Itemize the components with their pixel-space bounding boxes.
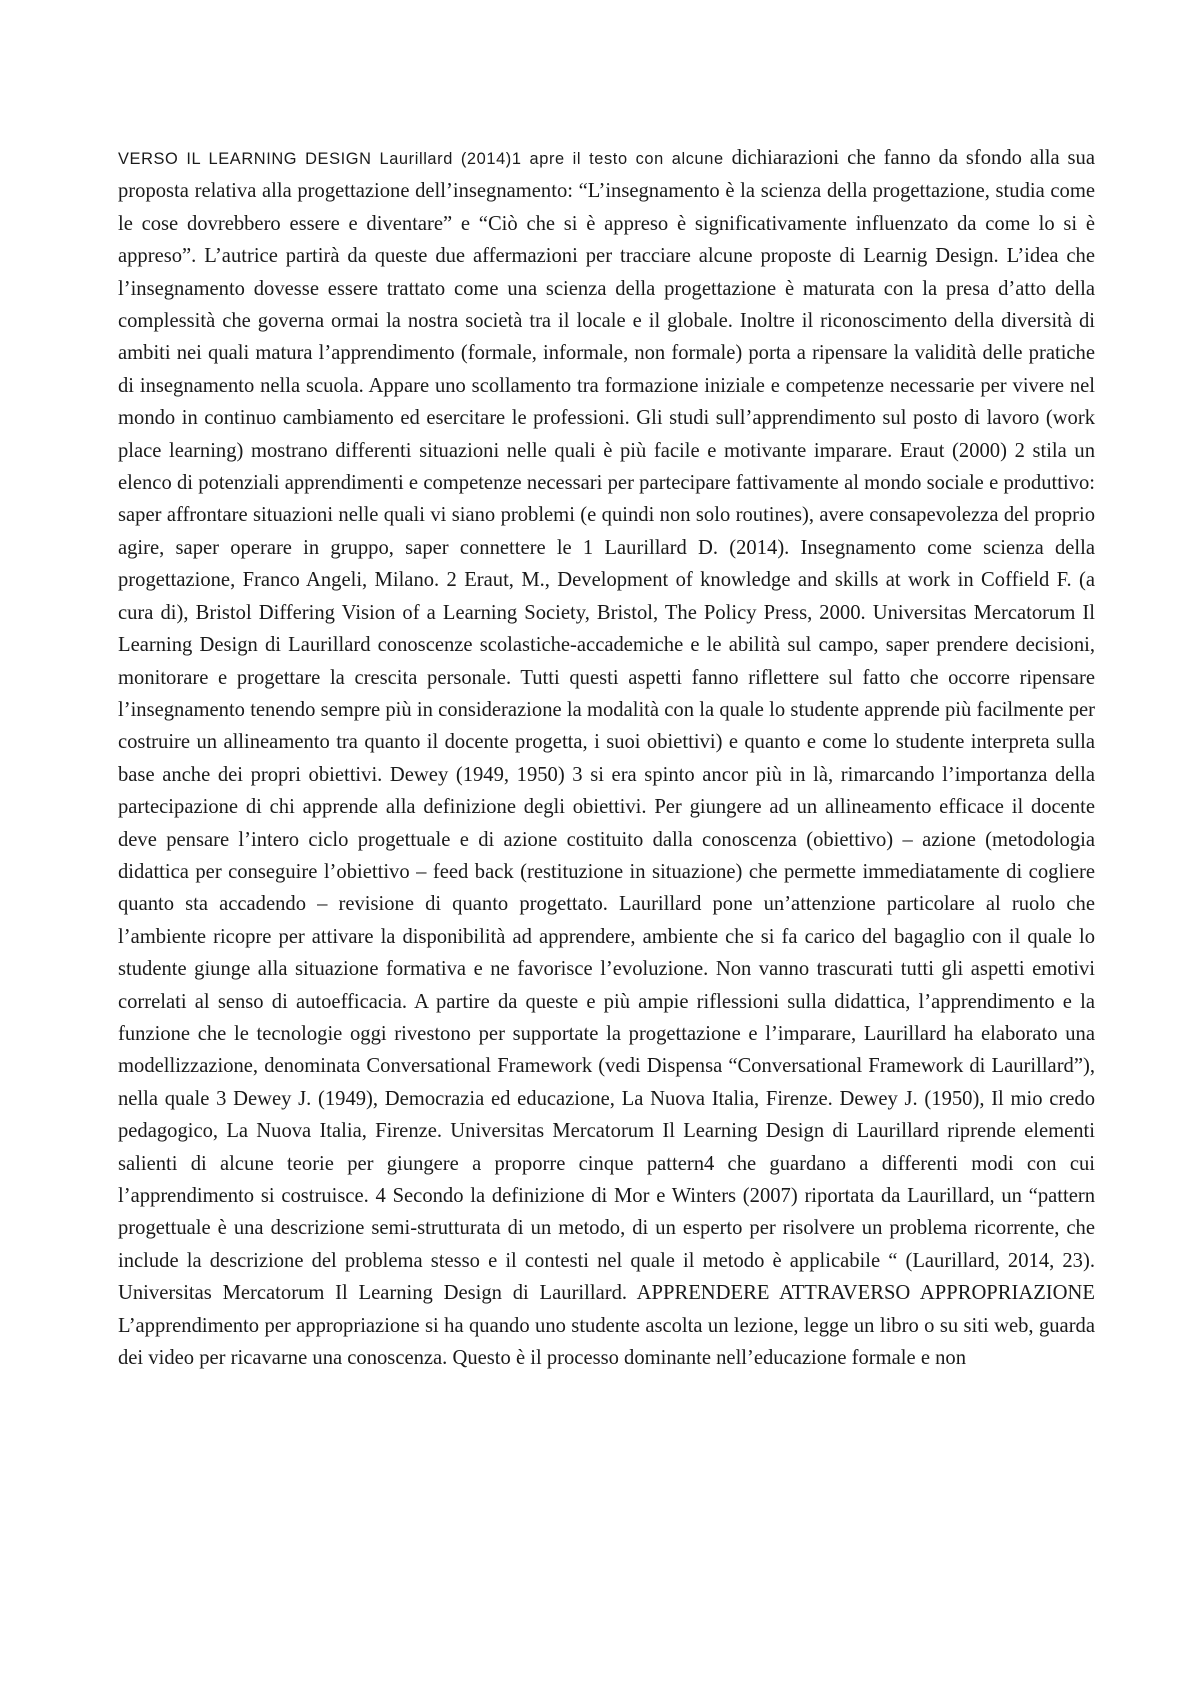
document-lead-in: VERSO IL LEARNING DESIGN Laurillard (2014)1 apre il testo con alcune: [118, 150, 724, 168]
document-body-text: dichiarazioni che fanno da sfondo alla sua proposta relativa alla progettazione dell’insegnamento: “L’insegnamento è la scienza della progettazione, studia come le cose dovrebbero essere e diventare” e “Ciò che si è appreso è significativamente influenzato da come lo si è appreso”. L’autrice partirà da queste due affermazioni per tracciare alcune proposte di Learnig Design. L’idea che l’insegnamento dovesse essere trattato come una scienza della progettazione è maturata con la presa d’atto della complessità che governa ormai la nostra società tra il locale e il globale. Inoltre il riconoscimento della diversità di ambiti nei quali matura l’apprendimento (formale, informale, non formale) porta a ripensare la validità delle pratiche di insegnamento nella scuola. Appare uno scollamento tra formazione iniziale e competenze necessarie per vivere nel mondo in continuo cambiamento ed esercitare le professioni. Gli studi sull’apprendimento sul posto di lavoro (work place learning) mostrano differenti situazioni nelle quali è più facile e motivante imparare. Eraut (2000) 2 stila un elenco di potenziali apprendimenti e competenze necessari per partecipare fattivamente al mondo sociale e produttivo: saper affrontare situazioni nelle quali vi siano problemi (e quindi non solo routines), avere consapevolezza del proprio agire, saper operare in gruppo, saper connettere le 1 Laurillard D. (2014). Insegnamento come scienza della progettazione, Franco Angeli, Milano. 2 Eraut, M., Development of knowledge and skills at work in Coffield F. (a cura di), Bristol Differing Vision of a Learning Society, Bristol, The Policy Press, 2000. Universitas Mercatorum Il Learning Design di Laurillard conoscenze scolastiche-accademiche e le abilità sul campo, saper prendere decisioni, monitorare e progettare la crescita personale. Tutti questi aspetti fanno riflettere sul fatto che occorre ripensare l’insegnamento tenendo sempre più in considerazione la modalità con la quale lo studente apprende più facilmente per costruire un allineamento tra quanto il docente progetta, i suoi obiettivi) e quanto e come lo studente interpreta sulla base anche dei propri obiettivi. Dewey (1949, 1950) 3 si era spinto ancor più in là, rimarcando l’importanza della partecipazione di chi apprende alla definizione degli obiettivi. Per giungere ad un allineamento efficace il docente deve pensare l’intero ciclo progettuale e di azione costituito dalla conoscenza (obiettivo) – azione (metodologia didattica per conseguire l’obiettivo – feed back (restituzione in situazione) che permette immediatamente di cogliere quanto sta accadendo – revisione di quanto progettato. Laurillard pone un’attenzione particolare al ruolo che l’ambiente ricopre per attivare la disponibilità ad apprendere, ambiente che si fa carico del bagaglio con il quale lo studente giunge alla situazione formativa e ne favorisce l’evoluzione. Non vanno trascurati tutti gli aspetti emotivi correlati al senso di autoefficacia. A partire da queste e più ampie riflessioni sulla didattica, l’apprendimento e la funzione che le tecnologie oggi rivestono per supportate la progettazione e l’imparare, Laurillard ha elaborato una modellizzazione, denominata Conversational Framework (vedi Dispensa “Conversational Framework di Laurillard”), nella quale 3 Dewey J. (1949), Democrazia ed educazione, La Nuova Italia, Firenze. Dewey J. (1950), Il mio credo pedagogico, La Nuova Italia, Firenze. Universitas Mercatorum Il Learning Design di Laurillard riprende elementi salienti di alcune teorie per giungere a proporre cinque pattern4 che guardano a differenti modi con cui l’apprendimento si costruisce. 4 Secondo la definizione di Mor e Winters (2007) riportata da Laurillard, un “pattern progettuale è una descrizione semi-strutturata di un metodo, di un esperto per risolvere un problema ricorrente, che include la descrizione del problema stesso e il contesti nel quale il metodo è applicabile “ (Laurillard, 2014, 23). Universitas Mercatorum Il Learning Design di Laurillard. APPRENDERE ATTRAVERSO APPROPRIAZIONE L’apprendimento per appropriazione si ha quando uno studente ascolta un lezione, legge un libro o su siti web, guarda dei video per ricavarne una conoscenza. Questo è il processo dominante nell’educazione formale e non: [118, 147, 1095, 1370]
document-body-paragraph: [118, 142, 1095, 1374]
